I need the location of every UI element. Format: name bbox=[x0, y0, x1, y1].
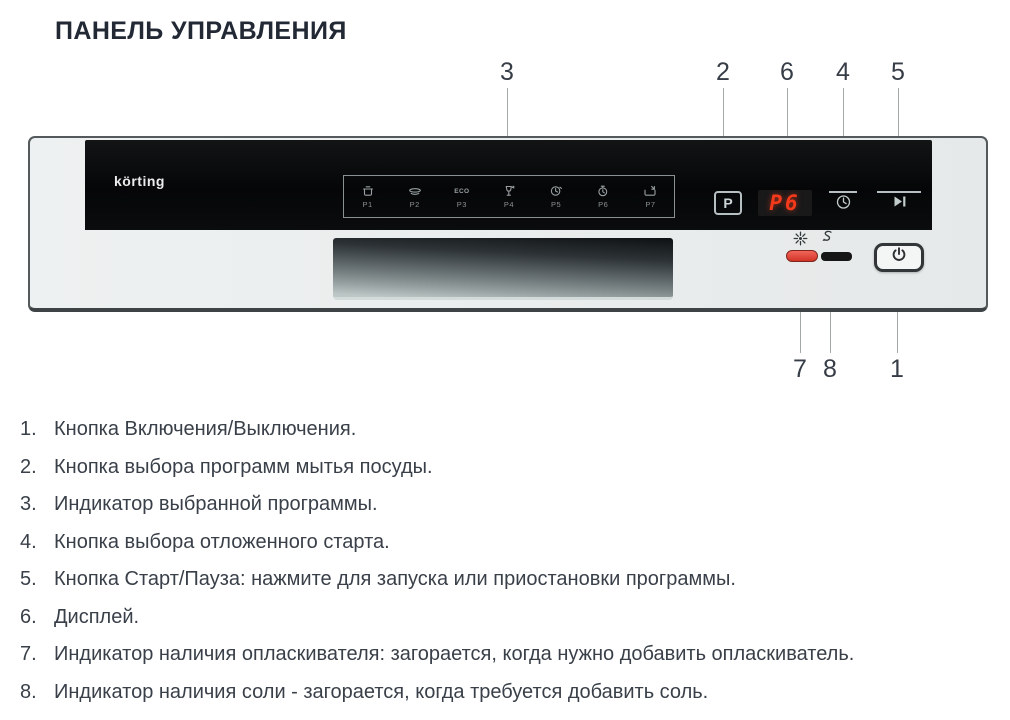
program-cell-p2 bbox=[391, 176, 438, 217]
display-value: P6 bbox=[769, 191, 801, 215]
rinse-aid-sparkle-icon bbox=[793, 231, 808, 251]
black-control-strip bbox=[85, 140, 932, 230]
legend-item-6 bbox=[20, 606, 995, 629]
callout-number-4: 4 bbox=[836, 58, 850, 86]
salt-icon bbox=[819, 229, 835, 250]
eco-icon: ECO bbox=[454, 187, 470, 195]
callout-number-6: 6 bbox=[780, 58, 794, 86]
legend-item-number: 5. bbox=[20, 568, 37, 590]
legend-item-text: Кнопка выбора программ мытья посуды. bbox=[54, 455, 433, 478]
legend-item-4 bbox=[20, 531, 995, 554]
legend-item-text: Кнопка выбора отложенного старта. bbox=[54, 530, 390, 553]
legend-item-text: Кнопка Включения/Выключения. bbox=[54, 418, 357, 440]
program-cell-p1 bbox=[344, 176, 391, 217]
soak-icon bbox=[643, 185, 657, 198]
legend-item-text: Индикатор наличия соли - загорается, когда требуется добавить соль. bbox=[54, 680, 709, 703]
plates-icon bbox=[408, 185, 422, 198]
display bbox=[758, 190, 812, 216]
program-label: P6 bbox=[598, 199, 609, 209]
program-cell-p3 bbox=[438, 176, 485, 217]
clock-icon bbox=[835, 193, 852, 215]
rinse-aid-indicator bbox=[786, 250, 818, 262]
program-label: P4 bbox=[503, 199, 515, 209]
legend-item-7 bbox=[20, 643, 995, 666]
legend-item-number: 3. bbox=[20, 493, 37, 515]
program-label: P5 bbox=[551, 199, 562, 209]
legend-item-number: 7. bbox=[20, 643, 37, 665]
program-cell-p5 bbox=[533, 176, 580, 217]
legend-item-3 bbox=[20, 493, 995, 516]
legend-item-5 bbox=[20, 568, 995, 591]
program-cell-p7 bbox=[627, 176, 674, 217]
pot-icon bbox=[361, 185, 375, 198]
callout-number-7: 7 bbox=[793, 355, 807, 383]
program-label: P2 bbox=[409, 199, 420, 209]
quick-wash-icon bbox=[596, 185, 610, 198]
legend-item-text: Кнопка Старт/Пауза: нажмите для запуска или приостановки программы. bbox=[54, 568, 736, 590]
legend-item-number: 1. bbox=[20, 418, 37, 440]
page-title: ПАНЕЛЬ УПРАВЛЕНИЯ bbox=[55, 17, 347, 45]
program-label: P1 bbox=[362, 199, 373, 209]
program-indicator-box bbox=[343, 175, 675, 218]
glass-icon bbox=[502, 185, 516, 198]
start-pause-button bbox=[877, 191, 921, 215]
clock-90-icon bbox=[549, 185, 563, 198]
callout-number-1: 1 bbox=[890, 355, 904, 383]
program-label: P7 bbox=[645, 199, 656, 209]
legend-item-number: 6. bbox=[20, 605, 37, 628]
door-handle-recess bbox=[333, 238, 673, 300]
power-icon bbox=[890, 246, 908, 269]
salt-indicator bbox=[821, 252, 852, 261]
delay-start-button bbox=[829, 191, 857, 215]
control-panel-illustration bbox=[28, 136, 988, 312]
brand-logo: körting bbox=[114, 173, 165, 189]
program-label: P3 bbox=[456, 199, 467, 209]
legend-item-text: Индикатор выбранной программы. bbox=[54, 493, 378, 515]
legend-item-2 bbox=[20, 456, 995, 479]
legend-item-text: Индикатор наличия опласкивателя: загорается, когда нужно добавить опласкиватель. bbox=[54, 643, 855, 665]
legend-item-1 bbox=[20, 418, 995, 441]
callout-number-3: 3 bbox=[500, 58, 514, 86]
program-cell-p4 bbox=[485, 176, 532, 217]
callout-number-5: 5 bbox=[891, 58, 905, 86]
legend-item-number: 8. bbox=[20, 680, 37, 703]
program-cell-p6 bbox=[580, 176, 627, 217]
play-pause-icon bbox=[891, 194, 908, 214]
legend-item-text: Дисплей. bbox=[54, 605, 140, 628]
legend-item-number: 2. bbox=[20, 455, 37, 478]
callout-number-8: 8 bbox=[823, 355, 837, 383]
callout-number-2: 2 bbox=[716, 58, 730, 86]
program-select-button: P bbox=[714, 191, 742, 215]
legend-item-8 bbox=[20, 681, 995, 704]
power-button bbox=[874, 243, 924, 272]
legend-list bbox=[20, 418, 995, 718]
legend-item-number: 4. bbox=[20, 530, 37, 553]
